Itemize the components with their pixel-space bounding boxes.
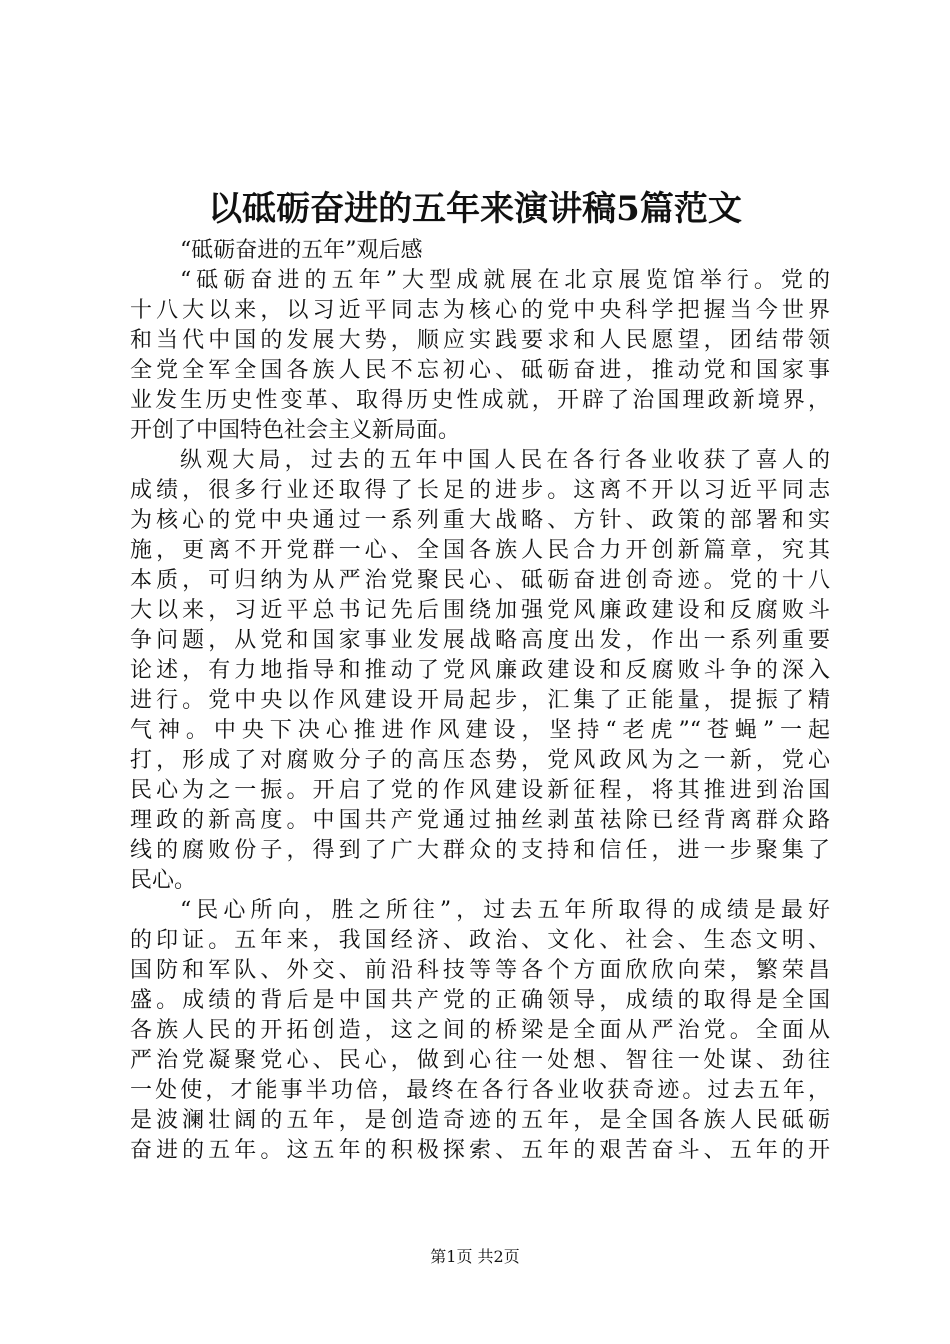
page-number-footer: 第1页 共2页 <box>430 1247 520 1266</box>
subtitle-line: “砥砺奋进的五年”观后感 <box>180 238 423 263</box>
text-line: 奋进的五年。这五年的积极探索、五年的艰苦奋斗、五年的开 <box>130 1138 830 1163</box>
document-body <box>130 236 830 1166</box>
text-line: 一处使，才能事半功倍，最终在各行各业收获奇迹。过去五年， <box>130 1078 830 1103</box>
text-line: 打，形成了对腐败分子的高压态势，党风政风为之一新，党心 <box>130 748 830 773</box>
text-line: 纵观大局，过去的五年中国人民在各行各业收获了喜人的 <box>180 448 830 473</box>
text-line: 开创了中国特色社会主义新局面。 <box>130 418 461 443</box>
text-line: 是波澜壮阔的五年，是创造奇迹的五年，是全国各族人民砥砺 <box>130 1108 830 1133</box>
text-line: 线的腐败份子，得到了广大群众的支持和信任，进一步聚集了 <box>130 838 830 863</box>
text-line: 争问题，从党和国家事业发展战略高度出发，作出一系列重要 <box>130 628 830 653</box>
text-line: 民心为之一振。开启了党的作风建设新征程，将其推进到治国 <box>130 778 830 803</box>
text-line: 严治党凝聚党心、民心，做到心往一处想、智往一处谋、劲往 <box>130 1048 830 1073</box>
text-line: 大以来，习近平总书记先后围绕加强党风廉政建设和反腐败斗 <box>130 598 830 623</box>
text-line: 的印证。五年来，我国经济、政治、文化、社会、生态文明、 <box>130 928 830 953</box>
text-line: “砥砺奋进的五年”大型成就展在北京展览馆举行。党的 <box>180 268 830 293</box>
text-line: 业发生历史性变革、取得历史性成就，开辟了治国理政新境界， <box>130 388 830 413</box>
document-title: 以砥砺奋进的五年来演讲稿5篇范文 <box>208 189 742 229</box>
text-line: 各族人民的开拓创造，这之间的桥梁是全面从严治党。全面从 <box>130 1018 830 1043</box>
text-line: 理政的新高度。中国共产党通过抽丝剥茧祛除已经背离群众路 <box>130 808 830 833</box>
text-line: 国防和军队、外交、前沿科技等等各个方面欣欣向荣，繁荣昌 <box>130 958 830 983</box>
text-line: 为核心的党中央通过一系列重大战略、方针、政策的部署和实 <box>130 508 830 533</box>
text-line: 民心。 <box>130 868 197 893</box>
text-line: 成绩，很多行业还取得了长足的进步。这离不开以习近平同志 <box>130 478 830 503</box>
text-line: 施，更离不开党群一心、全国各族人民合力开创新篇章，究其 <box>130 538 830 563</box>
text-line: 本质，可归纳为从严治党聚民心、砥砺奋进创奇迹。党的十八 <box>130 568 830 593</box>
text-line: 论述，有力地指导和推动了党风廉政建设和反腐败斗争的深入 <box>130 658 830 683</box>
text-line: 和当代中国的发展大势，顺应实践要求和人民愿望，团结带领 <box>130 328 830 353</box>
text-line: 十八大以来，以习近平同志为核心的党中央科学把握当今世界 <box>130 298 830 323</box>
text-line: 全党全军全国各族人民不忘初心、砥砺奋进，推动党和国家事 <box>130 358 830 383</box>
text-line: “民心所向，胜之所往”，过去五年所取得的成绩是最好 <box>180 898 830 923</box>
text-line: 气神。中央下决心推进作风建设，坚持“老虎”“苍蝇”一起 <box>130 718 830 743</box>
text-line: 盛。成绩的背后是中国共产党的正确领导，成绩的取得是全国 <box>130 988 830 1013</box>
text-line: 进行。党中央以作风建设开局起步，汇集了正能量，提振了精 <box>130 688 830 713</box>
